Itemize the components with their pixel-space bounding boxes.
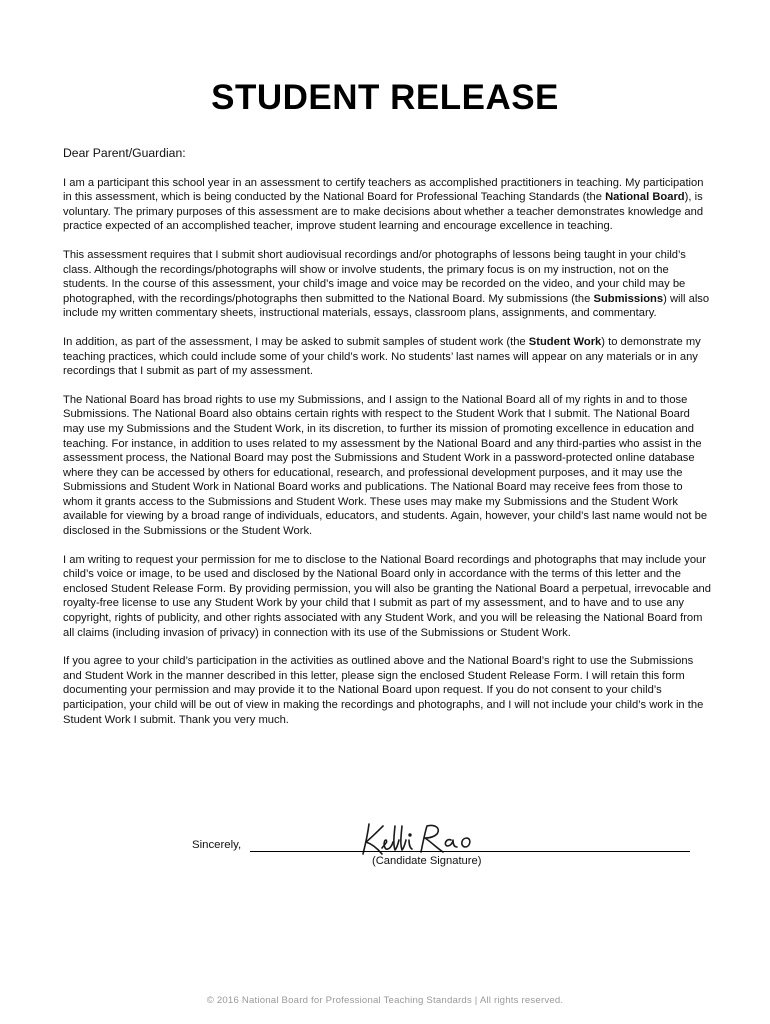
paragraph-text: ), is voluntary. The primary purposes of this assessment are to make decisions about whether a teacher demonstrates knowledge and practice expected of an accomplished teacher, improve student learning and encourage excellence in teaching. [63,191,704,233]
paragraph-text: ) to demonstrate my teaching practices, which could include some of your child’s work. No students’ last names will appear on any materials or in any recordings that I submit as part of my assessment. [63,335,701,378]
bold-term-national-board: National Board [605,191,685,204]
copyright-footer: © 2016 National Board for Professional Teaching Standards | All rights reserved. [206,995,564,1006]
signature-line [250,851,690,852]
signature-caption: (Candidate Signature) [372,855,482,867]
page-title: STUDENT RELEASE [211,78,559,117]
paragraph-consent: If you agree to your child’s participation in the activities as outlined above and the National Board’s right to use the Submissions and Student Work in the manner described in this letter, please sign the enclosed Student Release Form. I will retain this form documenting your permission and may provide it to the National Board upon request. If you do not consent to your child’s participation, your child will be out of view in making the recordings and photographs, and I will not include your child’s work in the Student Work I submit. Thank you very much. [63,655,704,726]
paragraph-text: I am a participant this school year in an assessment to certify teachers as accomplished practitioners in teaching. My participation in this assessment, which is being conducted by the National Board for Professional Teaching Standards (the [63,176,704,204]
paragraph-student-work [63,335,713,379]
paragraph-text: ) will also include my written commentary sheets, instructional materials, essays, classroom plans, assignments, and commentary. [63,292,710,320]
paragraph-text: In addition, as part of the assessment, I may be asked to submit samples of student work (the [63,335,529,348]
paragraph-rights: The National Board has broad rights to use my Submissions, and I assign to the National Board all of my rights in and to those Submissions. The National Board also obtains certain rights with respect to the Student Work that I submit. The National Board may use my Submissions and the Student Work, in its discretion, to further its mission of promoting excellence in education and teaching. For instance, in addition to uses related to my assessment by the National Board and any third-parties who assist in the assessment process, the National Board may post the Submissions and Student Work in a password-protected online database where they can be accessed by others for educational, research, and professional development purposes, and it may use the Submissions and Student Work in National Board works and publications. The National Board may receive fees from those to whom it grants access to the Submissions and Student Work. These uses may make my Submissions and the Student Work available for viewing by a broad range of individuals, educators, and students. Again, however, your child’s last name would not be disclosed in the Submissions or the Student Work. [63,393,708,538]
paragraph-purpose [63,176,713,234]
paragraph-recordings [63,248,713,321]
closing-label: Sincerely, [192,839,242,851]
paragraph-text: This assessment requires that I submit short audiovisual recordings and/or photographs of lessons being taught in your child’s class. Although the recordings/photographs will show or involve students, the primary focus is on my instruction, not on the students. In the course of this assessment, your child’s image and voice may be recorded on the video, and your child may be photographed, with the recordings/photographs then submitted to the National Board. My submissions (the [63,248,686,305]
salutation: Dear Parent/Guardian: [63,146,186,160]
bold-term-submissions: Submissions [593,292,664,305]
paragraph-permission-request: I am writing to request your permission for me to disclose to the National Board recordings and photographs that may include your child’s voice or image, to be used and disclosed by the National Board only in accordance with the terms of this letter and the enclosed Student Release Form. By providing permission, you will also be granting the National Board a perpetual, irrevocable and royalty-free license to use any Student Work by your child that I submit as part of my assessment, and to have and to use any copyright, rights of publicity, and other rights associated with any Student Work, and you will be releasing the National Board from all claims (including invasion of privacy) in connection with its use of the Submissions or Student Work. [63,553,711,639]
letter-body [63,146,713,741]
bold-term-student-work: Student Work [528,335,602,348]
